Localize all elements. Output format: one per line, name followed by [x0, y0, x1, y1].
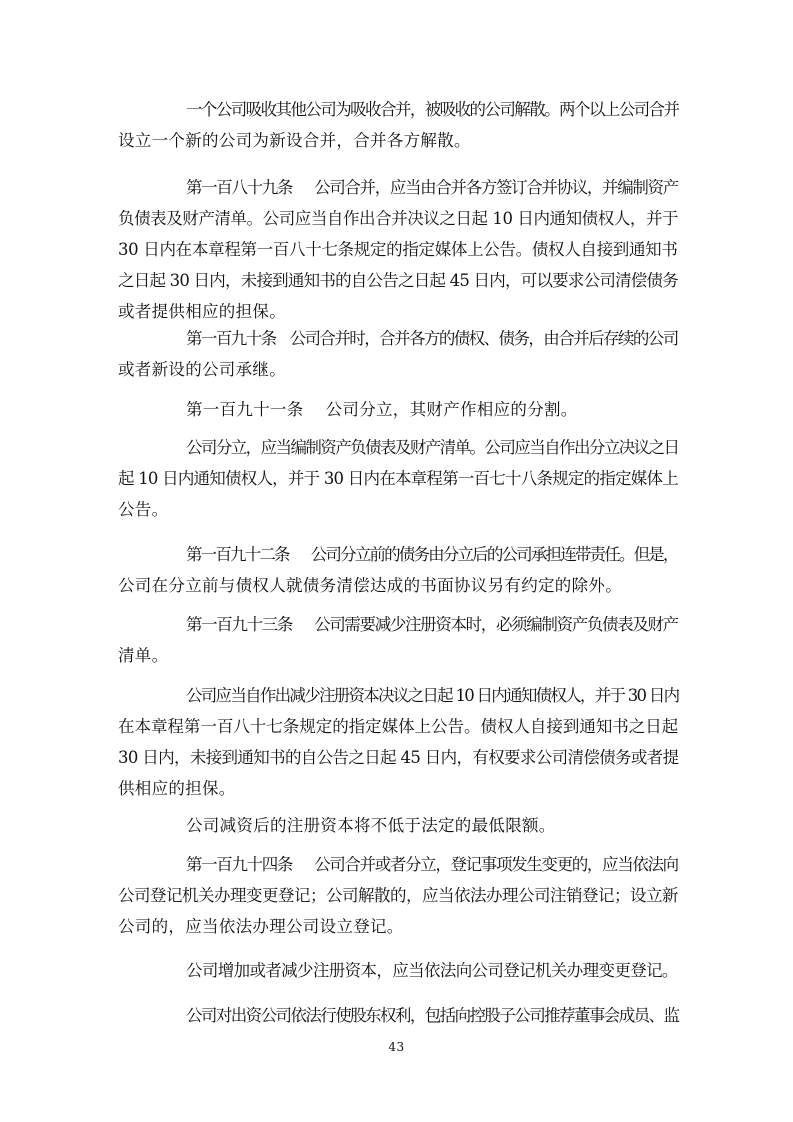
text-line: 30 日内在本章程第一百八十七条规定的指定媒体上公告。债权人自接到通知书 [118, 240, 678, 259]
article-number: 第一百八十九条 [186, 178, 293, 197]
text-line: 公告。 [118, 500, 169, 519]
text-line: 公司登记机关办理变更登记；公司解散的，应当依法办理公司注销登记；设立新 [118, 886, 678, 905]
article-text: 公司合并或者分立，登记事项发生变更的，应当依法向 [314, 855, 678, 874]
article-text: 公司合并，应当由合并各方签订合并协议，并编制资产 [314, 178, 678, 197]
paragraph-shareholder-rights [118, 1000, 678, 1031]
article-number: 第一百九十三条 [186, 615, 293, 634]
paragraph-article-193 [118, 609, 678, 671]
text-line: 负债表及财产清单。公司应当自作出合并决议之日起 10 日内通知债权人，并于 [118, 209, 679, 228]
article-text: 公司分立，其财产作相应的分割。 [325, 400, 578, 419]
text-line: 或者新设的公司承继。 [118, 360, 286, 379]
text-line: 公司减资后的注册资本将不低于法定的最低限额。 [186, 816, 556, 835]
paragraph-article-190 [118, 323, 678, 385]
text-line: 公司增加或者减少注册资本，应当依法向公司登记机关办理变更登记。 [186, 961, 678, 980]
text-line: 公司的，应当依法办理公司设立登记。 [118, 917, 404, 936]
text-line: 公司对出资公司依法行使股东权利，包括向控股子公司推荐董事会成员、监 [186, 1006, 679, 1025]
paragraph-article-194 [118, 849, 678, 942]
text-line: 供相应的担保。 [118, 779, 236, 798]
article-number: 第一百九十四条 [186, 855, 293, 874]
text-line: 或者提供相应的担保。 [118, 302, 286, 321]
text-line [118, 849, 678, 880]
paragraph-merger-definition [118, 94, 678, 156]
article-number: 第一百九十一条 [186, 400, 304, 419]
text-line: 公司在分立前与债权人就债务清偿达成的书面协议另有约定的除外。 [118, 576, 622, 595]
paragraph-capital-reduction-notice [118, 680, 678, 804]
article-number: 第一百九十二条 [186, 545, 289, 564]
article-text: 公司需要减少注册资本时，必须编制资产负债表及财产 [314, 615, 678, 634]
text-line: 清单。 [118, 646, 169, 665]
text-line: 设立一个新的公司为新设合并，合并各方解散。 [118, 131, 471, 150]
text-line [118, 172, 678, 203]
text-line: 公司分立，应当编制资产负债表及财产清单。公司应当自作出分立决议之日 [186, 438, 679, 457]
paragraph-capital-change-registration [118, 955, 678, 986]
paragraph-article-189 [118, 172, 678, 327]
text-line: 一个公司吸收其他公司为吸收合并，被吸收的公司解散。两个以上公司合并 [186, 100, 679, 119]
text-line: 30 日内，未接到通知书的自公告之日起 45 日内，有权要求公司清偿债务或者提 [118, 748, 679, 767]
paragraph-division-notice [118, 432, 678, 525]
paragraph-minimum-capital [118, 810, 678, 841]
text-line: 公司应当自作出减少注册资本决议之日起 10 日内通知债权人，并于 30 日内 [186, 686, 679, 705]
text-line [118, 609, 678, 640]
page-number: 43 [388, 1040, 405, 1054]
text-line [118, 394, 678, 425]
text-line: 起 10 日内通知债权人，并于 30 日内在本章程第一百七十八条规定的指定媒体上 [118, 469, 678, 488]
article-number: 第一百九十条 [186, 329, 276, 348]
article-text: 公司合并时，合并各方的债权、债务，由合并后存续的公司 [289, 329, 678, 348]
text-line [118, 323, 678, 354]
text-line [118, 539, 678, 570]
paragraph-article-191 [118, 394, 678, 425]
article-text: 公司分立前的债务由分立后的公司承担连带责任。但是， [310, 545, 678, 564]
text-line: 在本章程第一百八十七条规定的指定媒体上公告。债权人自接到通知书之日起 [118, 717, 679, 736]
text-line: 之日起 30 日内，未接到通知书的自公告之日起 45 日内，可以要求公司清偿债务 [118, 271, 678, 290]
paragraph-article-192 [118, 539, 678, 601]
